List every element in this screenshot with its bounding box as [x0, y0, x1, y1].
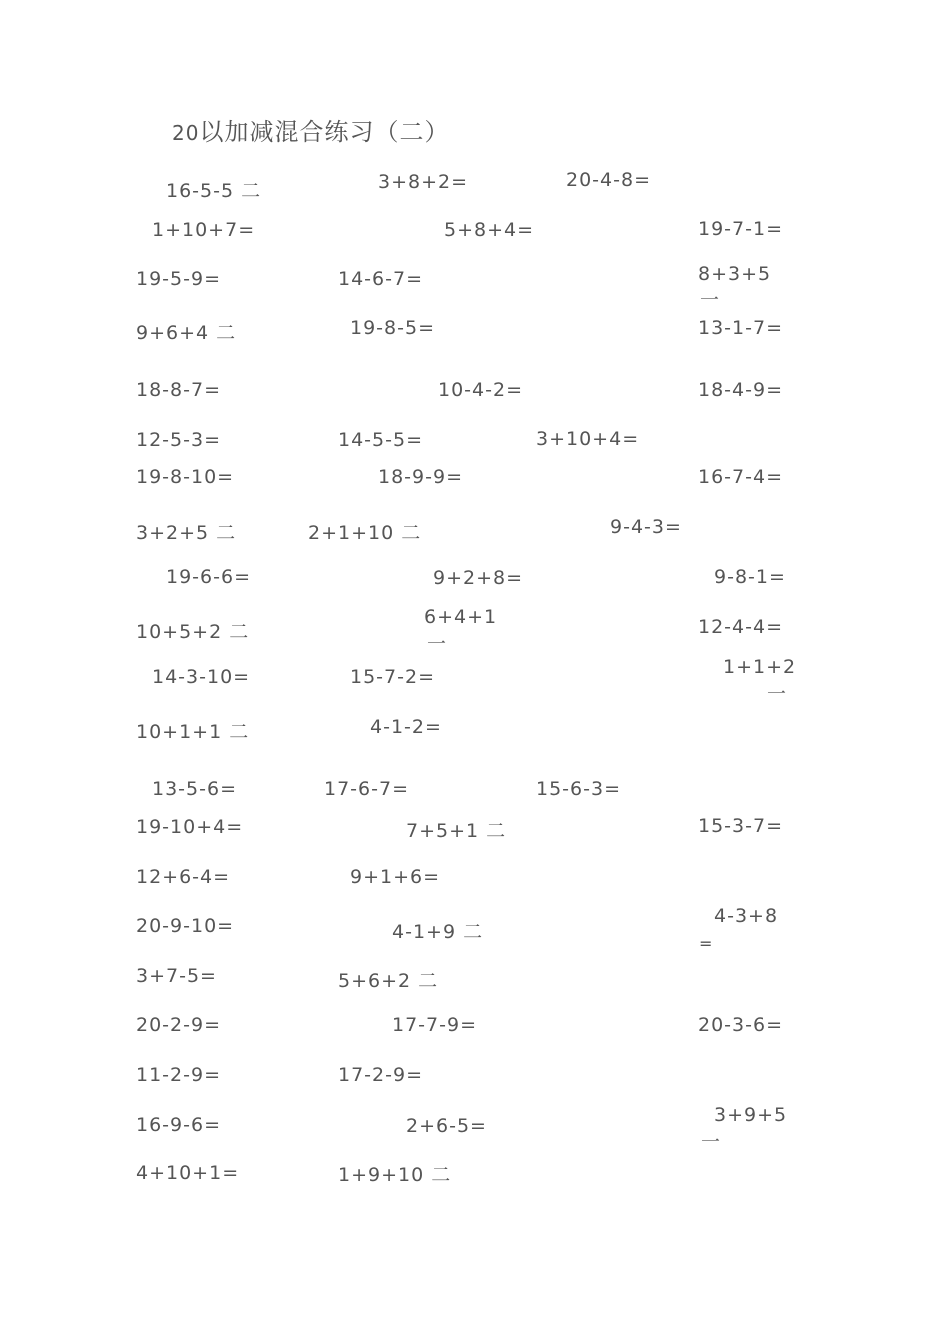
math-problem: 8+3+5: [698, 263, 772, 285]
math-problem: 10-4-2=: [438, 379, 523, 401]
math-problem: 20-3-6=: [698, 1014, 783, 1036]
math-problem: 2+1+10 二: [308, 522, 422, 544]
math-problem: 18-4-9=: [698, 379, 783, 401]
math-problem: 16-5-5 二: [166, 180, 262, 202]
math-problem: 3+8+2=: [378, 171, 469, 193]
math-problem: 4+10+1=: [136, 1162, 240, 1184]
math-problem: 19-8-10=: [136, 466, 235, 488]
math-problem: 19-6-6=: [166, 566, 251, 588]
math-problem: 9-8-1=: [714, 566, 786, 588]
math-problem: 5+6+2 二: [338, 970, 439, 992]
math-problem: 19-7-1=: [698, 218, 783, 240]
math-problem: 6+4+1: [424, 606, 498, 628]
math-problem: 15-6-3=: [536, 778, 621, 800]
math-problem: 3+10+4=: [536, 428, 640, 450]
math-problem: 18-8-7=: [136, 379, 221, 401]
math-problem: 19-8-5=: [350, 317, 435, 339]
math-problem: 4-3+8: [714, 905, 779, 927]
math-problem: 16-9-6=: [136, 1114, 221, 1136]
math-problem: 14-6-7=: [338, 268, 423, 290]
answer-mark: 一: [767, 683, 788, 705]
math-problem: 14-5-5=: [338, 429, 423, 451]
math-problem: 17-2-9=: [338, 1064, 423, 1086]
math-problem: 9+1+6=: [350, 866, 441, 888]
math-problem: 12+6-4=: [136, 866, 231, 888]
math-problem: 20-9-10=: [136, 915, 235, 937]
math-problem: 20-2-9=: [136, 1014, 221, 1036]
math-problem: 19-10+4=: [136, 816, 244, 838]
math-problem: 17-6-7=: [324, 778, 409, 800]
math-problem: 1+1+2: [723, 656, 797, 678]
math-problem: 3+2+5 二: [136, 522, 237, 544]
math-problem: 15-7-2=: [350, 666, 435, 688]
math-problem: 9-4-3=: [610, 516, 682, 538]
math-problem: 2+6-5=: [406, 1115, 487, 1137]
math-problem: 12-5-3=: [136, 429, 221, 451]
answer-mark: =: [699, 934, 714, 953]
math-problem: 9+6+4 二: [136, 322, 237, 344]
math-problem: 1+9+10 二: [338, 1164, 452, 1186]
title-text: 以加减混合练习（二）: [199, 118, 450, 146]
math-problem: 17-7-9=: [392, 1014, 477, 1036]
math-problem: 9+2+8=: [433, 567, 524, 589]
math-problem: 10+1+1 二: [136, 721, 250, 743]
math-problem: 10+5+2 二: [136, 621, 250, 643]
answer-mark: 一: [700, 289, 721, 311]
math-problem: 18-9-9=: [378, 466, 463, 488]
math-problem: 7+5+1 二: [406, 820, 507, 842]
answer-mark: 一: [427, 633, 448, 655]
math-problem: 20-4-8=: [566, 169, 651, 191]
math-problem: 3+9+5: [714, 1104, 788, 1126]
math-problem: 3+7-5=: [136, 965, 217, 987]
math-problem: 4-1+9 二: [392, 921, 484, 943]
math-problem: 5+8+4=: [444, 219, 535, 241]
math-problem: 12-4-4=: [698, 616, 783, 638]
math-problem: 19-5-9=: [136, 268, 221, 290]
math-problem: 4-1-2=: [370, 716, 442, 738]
title-number: 20: [172, 121, 200, 145]
math-problem: 1+10+7=: [152, 219, 256, 241]
math-problem: 11-2-9=: [136, 1064, 221, 1086]
math-problem: 13-1-7=: [698, 317, 783, 339]
math-problem: 14-3-10=: [152, 666, 251, 688]
math-problem: 15-3-7=: [698, 815, 783, 837]
answer-mark: 一: [701, 1131, 722, 1153]
math-problem: 16-7-4=: [698, 466, 783, 488]
math-problem: 13-5-6=: [152, 778, 237, 800]
page-title: [172, 112, 449, 147]
